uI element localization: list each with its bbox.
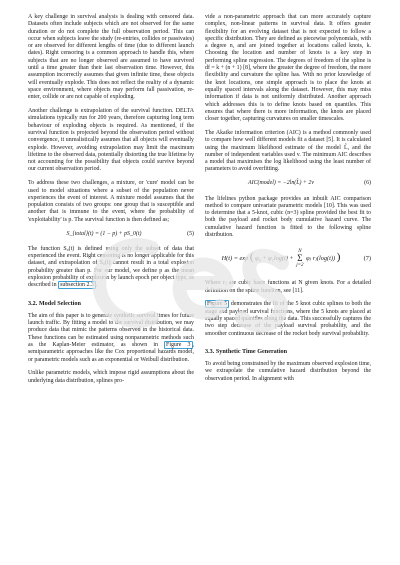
equation-7-rhs: φⱼ rⱼ(log(t)) <box>306 255 336 263</box>
equation-5-body: S_{total}(t) = (1 − p) + pS_0(t) <box>66 230 142 237</box>
paragraph-figure-5-text: demonstrates the fit of the 5 knot cubic splines to both the stage and payload survival functions, where the 5 knots are placed at equally spaced quantiles along the data. This successfully captures the two step decrease of the payload survival probability, and the smoother continuous decrease of the rocket body survival probability. <box>205 301 371 337</box>
equation-5 <box>28 231 194 238</box>
paragraph-model-aim <box>28 313 194 364</box>
equation-7-paren-open: ( <box>249 251 254 264</box>
paragraph-s0-definition <box>28 246 194 290</box>
equation-5-number: (5) <box>187 230 194 237</box>
paragraph-lifelines: The lifelines python package provides an inbuilt AIC comparison method to compare univariate parametric models [10]. This was used to determine that a 5-knot, cubic (n=3) spline provided the best fit to both the payload and rocket body cumulative hazard curve. The cumulative hazard function is fitted to the following spline distribution. <box>205 195 371 239</box>
paragraph-censoring: A key challenge in survival analysis is dealing with censored data. Datasets often include subjects which are not observed for the same duration or do not complete the full observation period. This can occur when subjects leave the study (re-entries, collides or passivates) or are observed for different lengths of time (due to different launch dates). Right censoring is a common approach to handle this, where subjects that are no longer observed are assumed to have survived until a time greater than their last observation time. However, this assumption incorrectly assumes that given infinite time, these objects will eventually explode. This does not reflect the reality of a dynamic space environment, where objects may perform fall passivation, re-enter, collide or are not capable of exploding. <box>28 14 194 101</box>
paragraph-s0-text: The function S₀(t) is defined using only the subset of data that experienced the event. Right censoring is no longer applicable for this dataset, and extrapolation of S₀(t) cannot result in a total explosion probability greater than p. For our model, we define p as the mean explosion probability of explosion by launch epoch per object type, as described in <box>28 245 194 289</box>
paragraph-basis-functions: Where rⱼ are cubic basis functions at N given knots. For a detailed definition on the spline function, see [11]. <box>205 280 371 294</box>
sigma-symbol: Σ <box>297 253 303 264</box>
paragraph-mixture-model: To address these two challenges, a mixture, or 'cure' model can be used to model situations where a subset of the population never experiences the event of interest. A mixture model assumes that the population consists of two groups: one group that is susceptible and another that is immune to the event, where the probability of 'exploitability' is p. The survival function is then defined as; <box>28 180 194 223</box>
equation-7-mid: φ₀ + φ₁log(t) + <box>255 255 294 263</box>
paragraph-synthetic-time: To avoid being constrained by the maximum observed explosion time, we extrapolate the cumulative hazard distribution beyond the observation period. In alignment with <box>205 361 371 382</box>
subsection-2-3-link[interactable]: subsection 2.3 <box>60 282 94 289</box>
equation-7-paren-close: ) <box>336 251 341 264</box>
paragraph-aic: The Akaike information criterion (AIC) is a method commonly used to compare how well different models fit a dataset [5]. It is calculated using the maximum likelihood estimate of the model L̂, and the number of independent variables used v. The minimum AIC describes a model that maximises the log likelihood using the least number of parameters to avoid overfitting. <box>205 129 371 173</box>
figure-3-link[interactable]: Figure 3 <box>166 342 191 349</box>
paragraph-s0-end: . <box>95 282 98 289</box>
equation-7-number: (7) <box>363 255 371 263</box>
paragraph-model-aim-text: The aim of this paper is to generate synthetic survival times for future launch traffic. By fitting a model to the survival distribution, we may produce data that mimic the patterns observed in the historical data. These functions can be estimated using nonparametric methods such as the Kaplan-Meier estimator, as shown in <box>28 312 194 349</box>
section-heading-model-selection: 3.2. Model Selection <box>28 299 81 307</box>
equation-7-sum-bottom: j=2 <box>296 263 304 269</box>
section-heading-synthetic-time: 3.3. Synthetic Time Generation <box>205 347 288 355</box>
paragraph-figure-5 <box>205 301 371 337</box>
equation-7 <box>205 249 371 268</box>
equation-6 <box>205 180 371 187</box>
equation-7-body <box>205 249 357 268</box>
paragraph-extrapolation: Another challenge is extrapolation of the survival function. DELTA simulations typically run for 200 years, therefore capturing long term behaviour of exploding objects is required. As mentioned, if the survival function is projected beyond the observation period without convergence, it unrealistically assumes that all objects will eventually explode. However, avoiding extrapolation may limit the maximum lifetime to the observed data, potentially distorting the true lifetime by not accounting for the possibility that objects could survive beyond our current observation period. <box>28 108 194 173</box>
equation-6-body: AIC(model) = −2ln(L̂) + 2v <box>248 180 314 187</box>
paragraph-splines: vide a non-parametric approach that can more accurately capture complex, non-linear patterns in survival data. It offers greater flexibility for an evolving dataset that is not expected to follow a specific distribution. They are defined as piecewise polynomials, with a degree n, and are joined together at locations called knots, k. Choosing the location and number of knots is a key step in performing spline regression. The degrees of freedom of the spline is df = k + (n + 1) [8], where the greater the degree of freedom, the more flexibility and curvature the spline has. With no prior knowledge of the knot locations, one simple approach is to place the knots at equally spaced intervals along the dataset. However, this may miss information if data is not uniformly distributed. Another approach which addresses this is to define knots based on quantiles. This ensures that where there is more information, the knots are placed closer together, capturing curvatures on smaller timescales. <box>205 14 371 123</box>
right-column <box>205 14 371 390</box>
figure-5-link[interactable]: Figure 5 <box>207 301 228 308</box>
paragraph-model-aim-end: , semiparametric approaches like the Cox proportional hazards model, or parametric models such as an exponential or Weibull distribution. <box>28 342 194 363</box>
equation-7-sum <box>296 249 303 268</box>
equation-7-lhs: H(t) = exp <box>221 255 249 263</box>
equation-6-number: (6) <box>364 180 371 187</box>
left-column <box>28 14 194 392</box>
paragraph-splines-start: Unlike parametric models, which impose rigid assumptions about the underlying data distribution, splines pro- <box>28 370 194 384</box>
equation-7-sum-top: N <box>298 249 302 255</box>
